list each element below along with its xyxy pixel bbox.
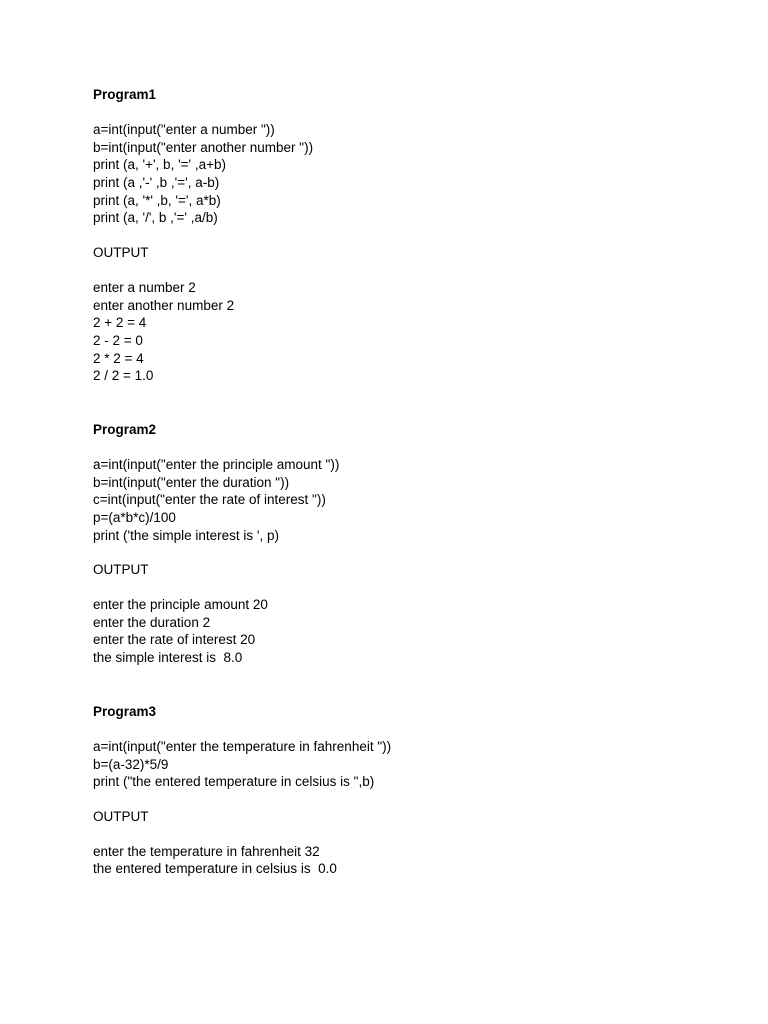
code-line: p=(a*b*c)/100 bbox=[93, 510, 176, 525]
program-1-code bbox=[93, 121, 733, 227]
output-line: enter the duration 2 bbox=[93, 614, 211, 630]
program-1-section bbox=[93, 86, 733, 385]
output-line: enter the principle amount 20 bbox=[93, 597, 268, 613]
code-line: a=int(input("enter the temperature in fahrenheit ")) bbox=[93, 738, 392, 754]
code-line: print ('the simple interest is ', p) bbox=[93, 527, 279, 543]
output-line: enter the rate of interest 20 bbox=[93, 632, 256, 648]
program-3-code bbox=[93, 738, 733, 791]
program-1-title: Program1 bbox=[93, 87, 157, 102]
code-line: b=int(input("enter another number ")) bbox=[93, 139, 314, 155]
program-2-code bbox=[93, 456, 733, 544]
program-3-output-heading bbox=[93, 808, 733, 826]
output-line: the simple interest is 8.0 bbox=[93, 650, 243, 666]
code-line: b=int(input("enter the duration ")) bbox=[93, 474, 290, 490]
program-1-output bbox=[93, 279, 733, 385]
program-2-output bbox=[93, 596, 733, 667]
program-3-title: Program3 bbox=[93, 703, 157, 719]
code-line: print (a, '/', b ,'=' ,a/b) bbox=[93, 210, 218, 226]
output-line: the entered temperature in celsius is 0.0 bbox=[93, 861, 337, 877]
output-line: enter another number 2 bbox=[93, 297, 235, 313]
output-label: OUTPUT bbox=[93, 808, 149, 824]
code-line: print (a ,'-' ,b ,'=', a-b) bbox=[93, 175, 220, 191]
output-label: OUTPUT bbox=[93, 562, 149, 578]
output-line: enter the temperature in fahrenheit 32 bbox=[93, 843, 320, 859]
output-line: 2 - 2 = 0 bbox=[93, 332, 143, 348]
output-line: 2 * 2 = 4 bbox=[93, 350, 144, 366]
code-line: c=int(input("enter the rate of interest ")) bbox=[93, 492, 326, 508]
code-line: b=(a-32)*5/9 bbox=[93, 756, 169, 772]
program-1-output-heading bbox=[93, 244, 733, 262]
output-line: 2 / 2 = 1.0 bbox=[93, 368, 154, 384]
output-label: OUTPUT bbox=[93, 245, 149, 261]
code-line: print (a, '*' ,b, '=', a*b) bbox=[93, 192, 221, 208]
program-2-section bbox=[93, 421, 733, 667]
program-3-section bbox=[93, 703, 733, 878]
code-line: a=int(input("enter the principle amount ")) bbox=[93, 456, 340, 472]
program-2-output-heading bbox=[93, 561, 733, 579]
program-2-title: Program2 bbox=[93, 421, 157, 437]
output-line: 2 + 2 = 4 bbox=[93, 315, 147, 331]
output-line: enter a number 2 bbox=[93, 279, 196, 295]
document-page bbox=[93, 86, 733, 878]
program-3-output bbox=[93, 843, 733, 878]
code-line: a=int(input("enter a number ")) bbox=[93, 122, 275, 137]
code-line: print (a, '+', b, '=' ,a+b) bbox=[93, 157, 227, 173]
code-line: print ("the entered temperature in celsius is ",b) bbox=[93, 774, 375, 790]
